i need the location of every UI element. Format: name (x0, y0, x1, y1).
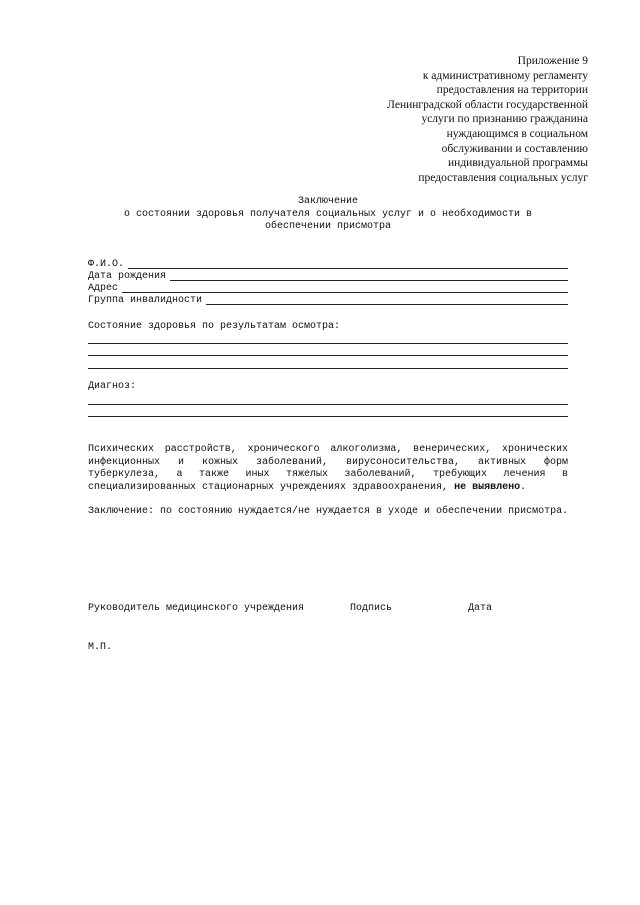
diagnosis-line[interactable] (88, 404, 568, 405)
birth-date-line (170, 279, 568, 281)
statement-emphasis: не выявлено (454, 481, 521, 493)
title-line: о состоянии здоровья получателя социальных услуг и о необходимости в (123, 208, 533, 220)
title-line: обеспечении присмотра (264, 221, 392, 232)
statement-text: Психических расстройств, хронического алкоголизма, венерических, хронических инфекционных и кожных заболеваний, вирусоносительства, активных форм туберкулеза, а также иных тяжелых заболеваний, требующих лечения в специализированных стационарных учреждениях здравоохранения, (88, 444, 568, 493)
health-line[interactable] (88, 355, 568, 356)
disability-group-field[interactable] (88, 294, 568, 307)
appendix-line: нуждающимся в социальном (446, 127, 588, 140)
appendix-line: индивидуальной программы (448, 157, 588, 170)
appendix-header (328, 54, 588, 185)
statement-end: . (520, 481, 527, 493)
address-label: Адрес (88, 283, 119, 294)
conclusion-paragraph: Заключение: по состоянию нуждается/не нуждается в уходе и обеспечении присмотра. (88, 506, 569, 517)
title-line: Заключение (297, 196, 358, 207)
statement-paragraph (88, 444, 568, 494)
stamp-label: М.П. (88, 642, 113, 653)
health-heading: Состояние здоровья по результатам осмотра: (88, 321, 341, 332)
birth-date-label: Дата рождения (88, 271, 167, 282)
fio-line (128, 267, 568, 269)
appendix-line: обслуживании и составлению (441, 142, 588, 155)
health-line[interactable] (88, 343, 568, 344)
diagnosis-line[interactable] (88, 416, 568, 417)
diagnosis-heading: Диагноз: (88, 381, 137, 392)
appendix-line: Ленинградской области государственной (387, 98, 588, 111)
appendix-line: к административному регламенту (422, 69, 588, 82)
appendix-line: предоставления на территории (436, 84, 588, 97)
disability-group-label: Группа инвалидности (88, 295, 203, 306)
signature-label: Подпись (350, 603, 393, 614)
fio-label: Ф.И.О. (88, 259, 125, 270)
address-line (122, 291, 568, 293)
health-line[interactable] (88, 368, 568, 369)
head-signature-label: Руководитель медицинского учреждения (88, 603, 305, 614)
appendix-line: предоставления социальных услуг (418, 171, 588, 184)
date-label: Дата (468, 603, 493, 614)
document-title (88, 196, 568, 234)
appendix-line: услуги по признанию гражданина (421, 113, 588, 126)
appendix-line: Приложение 9 (517, 55, 588, 67)
disability-group-line (206, 303, 568, 305)
